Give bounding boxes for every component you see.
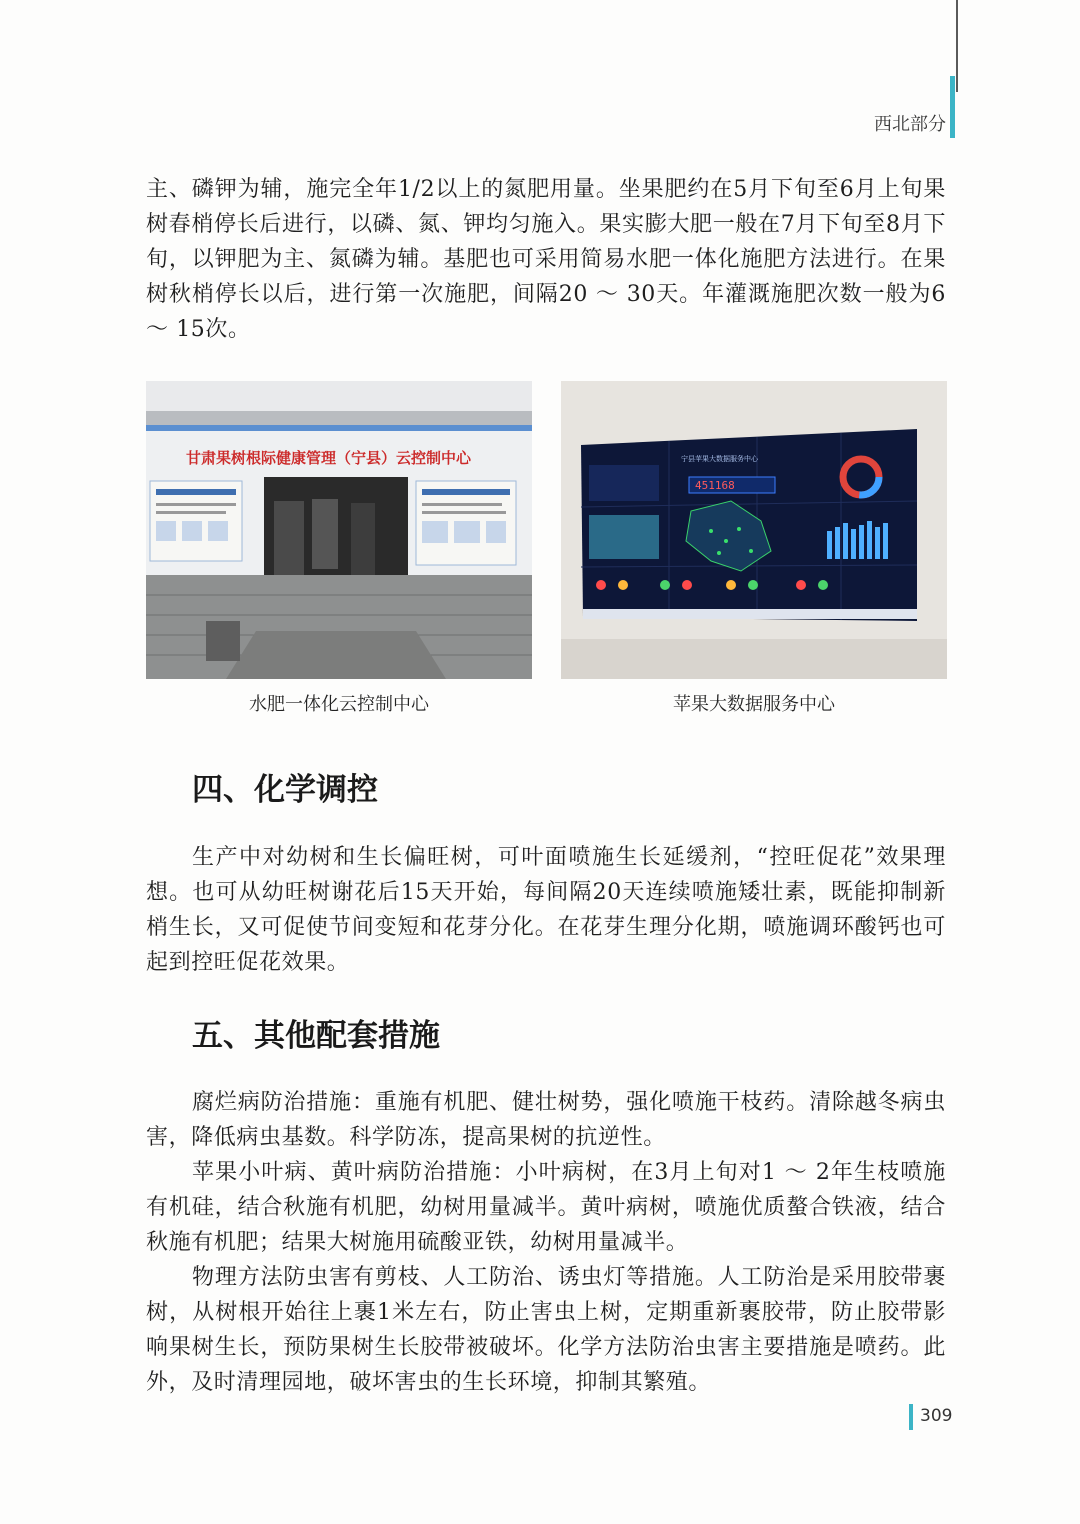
caption-big-data-center: 苹果大数据服务中心 bbox=[673, 694, 835, 715]
running-head: 西北部分 bbox=[874, 114, 946, 135]
header-accent-bar bbox=[950, 76, 955, 138]
photo-big-data-center bbox=[561, 381, 947, 679]
paragraph-fertilization: 主、磷钾为辅，施完全年1/2以上的氮肥用量。坐果肥约在5月下旬至6月上旬果树春梢停长后进行，以磷、氮、钾均匀施入。果实膨大肥一般在7月下旬至8月下旬，以钾肥为主、氮磷为辅。基肥也可采用简易水肥一体化施肥方法进行。在果树秋梢停长以后，进行第一次施肥，间隔20 ～ 30天。年灌溉施肥次数一般为6 ～ 15次。 bbox=[146, 177, 946, 342]
header-rule-line bbox=[956, 0, 958, 92]
page-number: 309 bbox=[920, 1406, 953, 1426]
big-data-screen-photo bbox=[561, 381, 947, 679]
section-heading-other-measures: 五、其他配套措施 bbox=[192, 1018, 440, 1054]
paragraph-canker-control: 腐烂病防治措施：重施有机肥、健壮树势，强化喷施干枝药。清除越冬病虫害，降低病虫基数。科学防冻，提高果树的抗逆性。 bbox=[146, 1090, 946, 1150]
section-heading-chemical-control: 四、化学调控 bbox=[192, 772, 378, 808]
screen-title: 宁县苹果大数据服务中心 bbox=[681, 455, 758, 463]
photo-control-center bbox=[146, 381, 532, 679]
caption-control-center: 水肥一体化云控制中心 bbox=[249, 694, 429, 715]
paragraph-pest-control: 物理方法防虫害有剪枝、人工防治、诱虫灯等措施。人工防治是采用胶带裹树，从树根开始往上裹1米左右，防止害虫上树，定期重新裹胶带，防止胶带影响果树生长，预防果树生长胶带被破坏。化学方法防治虫害主要措施是喷药。此外，及时清理园地，破坏害虫的生长环境，抑制其繁殖。 bbox=[146, 1265, 946, 1395]
paragraph-leaf-disease-control: 苹果小叶病、黄叶病防治措施：小叶病树，在3月上旬对1 ～ 2年生枝喷施有机硅，结合秋施有机肥，幼树用量减半。黄叶病树，喷施优质螯合铁液，结合秋施有机肥；结果大树施用硫酸亚铁，幼树用量减半。 bbox=[146, 1160, 946, 1255]
control-center-photo bbox=[146, 381, 532, 679]
page-number-bar bbox=[909, 1404, 913, 1430]
sign-text: 甘肃果树根际健康管理（宁县）云控制中心 bbox=[186, 449, 472, 467]
screen-counter: 451168 bbox=[695, 479, 735, 492]
paragraph-chemical-control: 生产中对幼树和生长偏旺树，可叶面喷施生长延缓剂，“控旺促花”效果理想。也可从幼旺树谢花后15天开始，每间隔20天连续喷施矮壮素，既能抑制新梢生长，又可促使节间变短和花芽分化。在花芽生理分化期，喷施调环酸钙也可起到控旺促花效果。 bbox=[146, 845, 946, 975]
